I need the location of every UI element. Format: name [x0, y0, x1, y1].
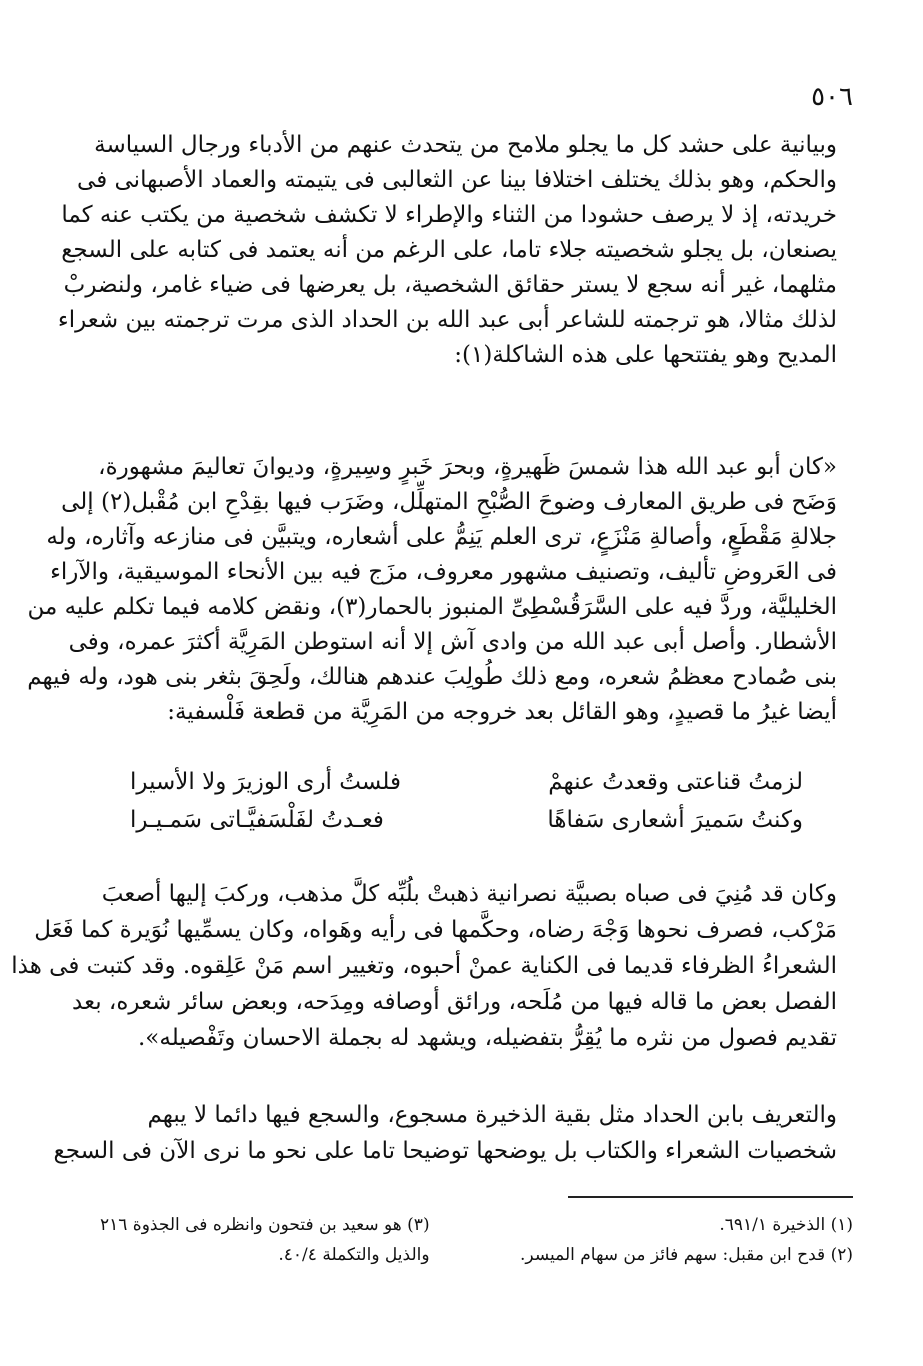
- verse-first-hemistich: لزمتُ قناعتى وقعدتُ عنهمْ: [548, 769, 803, 795]
- text-line: لذلك مثالا، هو ترجمته للشاعر أبى عبد الله بن الحداد الذى مرت ترجمته بين شعراء: [57, 307, 837, 333]
- text-line: أيضا غيرُ ما قصيدٍ، وهو القائل بعد خروجه من المَرِيَّة من قطعة فَلْسفية:: [167, 699, 837, 725]
- text-line: وبيانية على حشد كل ما يجلو ملامح من يتحدث عنهم من الأدباء ورجال السياسة: [94, 132, 837, 158]
- footnote-divider: [568, 1196, 853, 1198]
- footnote: والذيل والتكملة ٤٠/٤.: [278, 1245, 430, 1265]
- text-line: بنى صُمادح معظمُ شعره، ومع ذلك طُولِبَ عندهم هنالك، ولَحِقَ بثغر بنى هود، وله فيهم: [27, 664, 837, 690]
- text-line: وَضَح فى طريق المعارف وضوحَ الصُّبْحِ المتهلِّل، وضَرَب فيها بقِدْحِ ابن مُقْبل(٢) إلى: [61, 489, 837, 515]
- text-line: جلالةِ مَقْطَعٍ، وأصالةِ مَنْزَعٍ، ترى العلم يَنِمُّ على أشعاره، ويتبيَّن فى منازعه وآثاره، وله: [46, 524, 837, 550]
- text-line: «كان أبو عبد الله هذا شمسَ ظَهيرةٍ، وبحرَ خَبرٍ وسِيرةٍ، وديوانَ تعاليمَ مشهورة،: [98, 454, 837, 480]
- text-line: الشعراءُ الظرفاء قديما فى الكناية عمنْ أحبوه، وتغيير اسم مَنْ عَلِقوه. وقد كتبت فى هذا: [11, 953, 837, 979]
- page-number: ٥٠٦: [811, 82, 853, 112]
- text-line: الفصل بعض ما قاله فيها من مُلَحه، ورائق أوصافه ومِدَحه، وبعض سائر شعره، بعد: [72, 989, 837, 1015]
- text-line: مَرْكب، فصرف نحوها وَجْهَ رضاه، وحكَّمها فى رأيه وهَواه، وكان يسمِّيها نُوَيرة كما فَعَل: [34, 917, 837, 943]
- verse-line: [130, 801, 803, 839]
- text-line: مثلهما، غير أنه سجع لا يستر حقائق الشخصية، بل يعرضها فى ضياء غامر، ولنضربْ: [63, 272, 837, 298]
- footnotes: [80, 1210, 853, 1270]
- text-line: تقديم فصول من نثره ما يُقِرُّ بتفضيله، ويشهد له بجملة الاحسان وتَفْصيله».: [138, 1025, 837, 1051]
- text-line: الخليليَّة، وردَّ فيه على السَّرَقُسْطِىِّ المنبوز بالحمار(٣)، ونقض كلامه فيما تكلم عليه من: [27, 594, 837, 620]
- verse-second-hemistich: فلستُ أرى الوزيرَ ولا الأسيرا: [130, 769, 401, 795]
- text-line: والتعريف بابن الحداد مثل بقية الذخيرة مسجوع، والسجع فيها دائما لا يبهم: [147, 1102, 837, 1128]
- footnote: (٢) قدح ابن مقبل: سهم فائز من سهام الميسر.: [520, 1245, 853, 1265]
- footnotes-column-left: [100, 1210, 430, 1270]
- verse-first-hemistich: وكنتُ سَميرَ أشعارى سَفاهًا: [547, 807, 803, 833]
- footnote: (١) الذخيرة ٦٩١/١.: [719, 1215, 853, 1235]
- poem-verses: [130, 763, 803, 839]
- text-line: المديح وهو يفتتحها على هذه الشاكلة(١):: [454, 342, 837, 368]
- text-line: شخصيات الشعراء والكتاب بل يوضحها توضيحا تاما على نحو ما نرى الآن فى السجع: [53, 1138, 837, 1164]
- closing-paragraph: [53, 1097, 837, 1169]
- text-line: خريدته، إذ لا يرصف حشودا من الثناء والإطراء لا تكشف شخصية من يكتب عنه كما: [61, 202, 837, 228]
- text-line: والحكم، وهو بذلك يختلف اختلافا بينا عن الثعالبى فى يتيمته والعماد الأصبهانى فى: [77, 167, 837, 193]
- verse-line: [130, 763, 803, 801]
- text-line: يصنعان، بل يجلو شخصيته جلاء تاما، على الرغم من أنه يعتمد فى كتابه على السجع: [61, 237, 837, 263]
- intro-paragraph: [57, 128, 837, 373]
- text-line: الأشطار. وأصل أبى عبد الله من وادى آش إلا أنه استوطن المَرِيَّة أكثرَ عمره، وفى: [68, 629, 837, 655]
- story-paragraph: [11, 876, 837, 1056]
- verse-second-hemistich: فعـدتُ لفَلْسَفيَّـاتى سَمـيـرا: [130, 807, 384, 833]
- footnote: (٣) هو سعيد بن فتحون وانظره فى الجذوة ٢١٦: [100, 1215, 430, 1235]
- quoted-biography: [27, 450, 837, 730]
- text-line: وكان قد مُنِيَ فى صباه بصبيَّة نصرانية ذهبتْ بلُبِّه كلَّ مذهب، وركبَ إليها أصعبَ: [101, 881, 837, 907]
- text-line: فى العَروضِ تأليف، وتصنيف مشهور معروف، مزَج فيه بين الأنحاء الموسيقية، والآراء: [50, 559, 837, 585]
- footnotes-column-right: [520, 1210, 853, 1270]
